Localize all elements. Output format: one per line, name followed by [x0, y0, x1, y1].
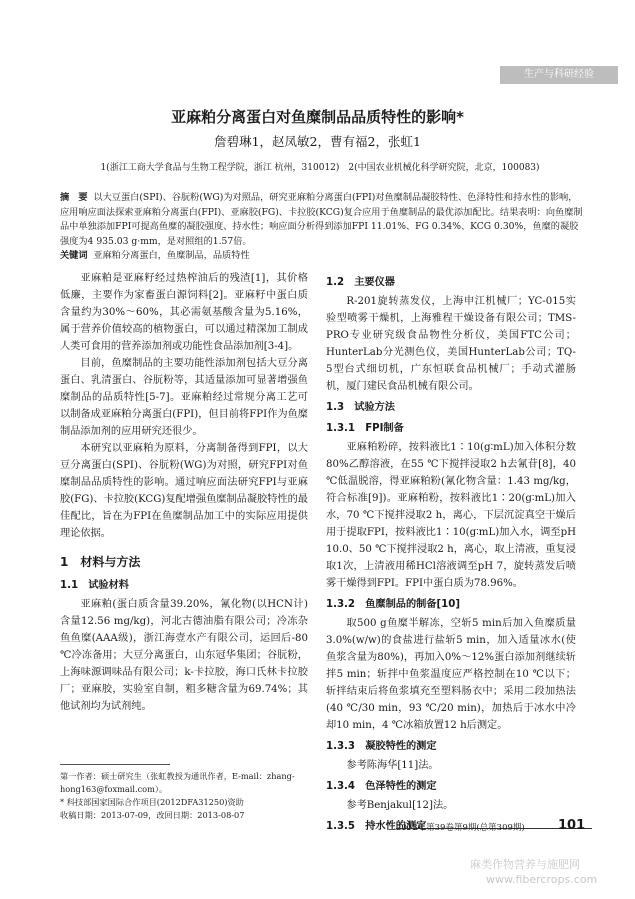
watermark-url: www.fibercrops.com [486, 873, 598, 886]
abstract-paragraph [60, 191, 585, 249]
keywords-label: 关键词 [60, 250, 88, 261]
article-title: 亚麻粕分离蛋白对鱼糜制品品质特性的影响* [171, 108, 464, 126]
journal-issue: 2013年第39卷第9期(总第309期) [396, 823, 525, 833]
footnote [60, 770, 310, 822]
heading-fpi-preparation: 1.3.1 FPI制备 [326, 423, 404, 434]
heading-water-holding: 1.3.5 持水性的测定 [326, 821, 427, 832]
footnote-author: 第一作者：硕士研究生（张虹教授为通讯作者，E-mail：zhang-hong163@foxmail.com）。 [60, 771, 295, 794]
heading-test-materials: 1.1 试验材料 [60, 580, 129, 591]
heading-surimi-preparation: 1.3.2 鱼糜制品的制备[10] [326, 599, 460, 610]
heading-color-properties: 1.3.4 色泽特性的测定 [326, 781, 437, 792]
section-tag: 生产与科研经验 [500, 66, 618, 84]
right-column [326, 270, 576, 837]
watermark-text: 麻类作物营养与施肥网 [470, 858, 580, 871]
fpi-paragraph: 亚麻粕粉碎，按料液比1∶10(g∶mL)加入体积分数80%乙醇溶液，在55 ℃下搅拌浸取2 h去氰苷[8]，40 ℃低温脱溶，得亚麻粕粉(氰化物含量：1.43 mg/kg，符合标准[9])。亚麻粕粉，按料液比1∶20(g∶mL)加入水，70 ℃下搅拌浸取2 h，离心，下层沉淀真空干燥后用于提取FPI，按料液比1∶10(g∶mL)加入水，调至pH 10.0、50 ℃下搅拌浸取2 h，离心，取上清液，重复浸取1次，上清液用稀HCl溶液调至pH 7，旋转蒸发后喷雾干燥得到FPI。FPI中蛋白质为78.96%。 [326, 442, 576, 589]
gel-paragraph: 参考陈海华[11]法。 [346, 760, 439, 771]
intro-paragraph-1: 亚麻粕是亚麻籽经过热榨油后的残渣[1]，其价格低廉，主要作为家畜蛋白源饲料[2]。亚麻籽中蛋白质含量约为30%～60%，其必需氨基酸含量为5.16%，属于营养价值较高的植物蛋白，可以通过精深加工制成人类可食用的营养添加剂或功能性食品添加剂[3-4]。 [60, 273, 308, 352]
surimi-paragraph: 取500 g鱼糜半解冻，空斩5 min后加入鱼糜质量3.0%(w/w)的食盐进行盐斩5 min，加入适量冰水(使鱼浆含量为80%)，再加入0%～12%蛋白添加剂继续斩拌5 min；斩拌中鱼浆温度应严格控制在10 ℃以下；斩拌结束后将鱼浆填充至塑料肠衣中；采用二段加热法(40 ℃/30 min，93 ℃/20 min)，加热后于冰水中冷却10 min，4 ℃冰箱放置12 h后测定。 [326, 618, 576, 731]
materials-paragraph: 亚麻粕(蛋白质含量39.20%，氰化物(以HCN计)含量12.56 mg/kg)，河北古德油脂有限公司；冷冻杂鱼鱼糜(AAA级)，浙江海壹水产有限公司，运回后-80 ℃冷冻备用；大豆分离蛋白，山东冠华集团；谷朊粉，上海味源调味品有限公司；k-卡拉胶，海口氏林卡拉胶厂；亚麻胶，实验室自制，粗多糖含量为69.74%；其他试剂均为试剂纯。 [60, 599, 308, 712]
heading-instruments: 1.2 主要仪器 [326, 277, 395, 288]
page-number: 101 [558, 818, 586, 833]
abstract-block [60, 191, 585, 264]
footnote-dates: 收稿日期：2013-07-09，改回日期：2013-08-07 [60, 810, 245, 820]
abstract-text: 以大豆蛋白(SPI)、谷朊粉(WG)为对照品，研究亚麻粕分离蛋白(FPI)对鱼糜制品凝胶特性、色泽特性和持水性的影响，应用响应面法探索亚麻粕分离蛋白(FPI)、亚麻胶(FG)、卡拉胶(KCG)复合应用于鱼糜制品的最优添加配比。结果表明：向鱼糜制品中单独添加FPI可提高鱼糜的凝胶强度、持水性；响应面分析得到添加FPI 11.01%、FG 0.34%、KCG 0.30%，鱼糜的凝胶强度为4 935.03 g·mm，是对照组的1.57倍。 [60, 192, 583, 247]
footnote-funding: * 科技部国家国际合作项目(2012DFA31250)资助 [60, 797, 244, 807]
instruments-paragraph: R-201旋转蒸发仪，上海申江机械厂；YC-015实验型喷雾干燥机，上海雅程干燥设备有限公司；TMS-PRO专业研究级食品物性分析仪，美国FTC公司；HunterLab分光测色仪，美国HunterLab公司；TQ-5型台式细切机，广东恒联食品机械厂；手动式灌肠机，厦门建民食品机械有限公司。 [326, 296, 576, 392]
heading-test-methods: 1.3 试验方法 [326, 402, 395, 413]
heading-materials-methods: 1 材料与方法 [60, 555, 141, 569]
author-list: 詹碧琳1，赵凤敏2，曹有福2，张虹1 [214, 134, 421, 149]
keywords-text: 亚麻粕分离蛋白，鱼糜制品，品质特性 [93, 250, 250, 261]
affiliations: 1(浙江工商大学食品与生物工程学院，浙江 杭州，310012) 2(中国农业机械化科学研究院，北京，100083) [100, 163, 540, 173]
abstract-label: 摘 要 [60, 192, 88, 203]
intro-paragraph-3: 本研究以亚麻粕为原料，分离制备得到FPI，以大豆分离蛋白(SPI)、谷朊粉(WG)为对照，研究FPI对鱼糜制品品质特性的影响。通过响应面法研究FPI与亚麻胶(FG)、卡拉胶(KCG)复配增强鱼糜制品凝胶特性的最佳配比，旨在为FPI在鱼糜制品加工中的实际应用提供理论依据。 [60, 443, 308, 539]
left-column [60, 270, 308, 715]
footnote-divider [60, 764, 170, 765]
keywords-line [60, 249, 585, 264]
intro-paragraph-2: 目前，鱼糜制品的主要功能性添加剂包括大豆分离蛋白、乳清蛋白、谷朊粉等，其适量添加可显著增强鱼糜制品的品质特性[5-7]。亚麻粕经过常规分离工艺可以制备成亚麻粕分离蛋白(FPI)，但目前将FPI作为鱼糜制品添加剂的应用研究还很少。 [60, 358, 308, 437]
heading-gel-properties: 1.3.3 凝胶特性的测定 [326, 741, 437, 752]
color-paragraph: 参考Benjakul[12]法。 [346, 800, 454, 811]
